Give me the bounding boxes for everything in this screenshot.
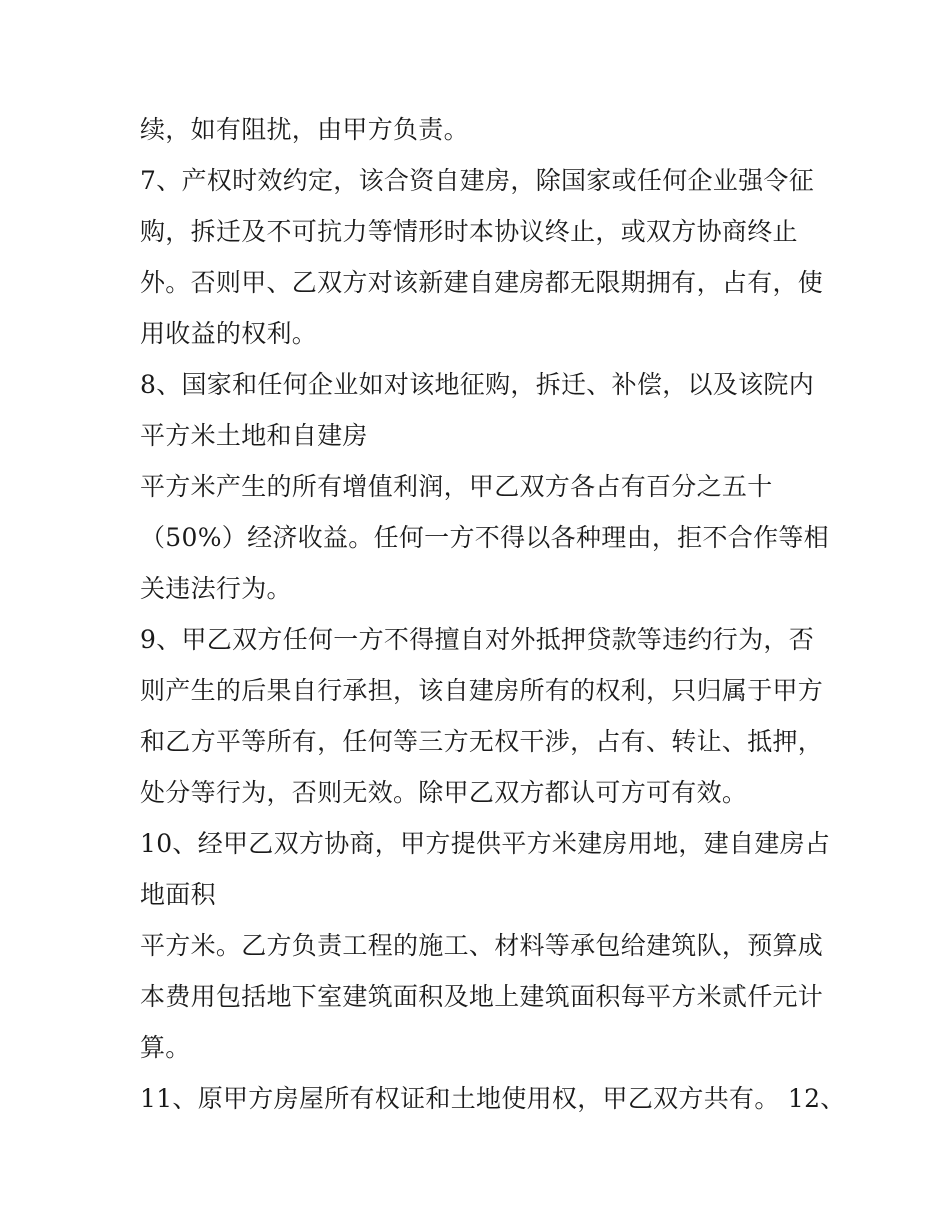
text-line: 8、国家和任何企业如对该地征购，拆迁、补偿，以及该院内 (140, 370, 815, 399)
text-line: 则产生的后果自行承担，该自建房所有的权利，只归属于甲方 (140, 676, 824, 705)
text-line: 平方米土地和自建房 (140, 421, 368, 450)
text-line: 和乙方平等所有，任何等三方无权干涉，占有、转让、抵押， (140, 727, 824, 756)
text-line: 9、甲乙双方任何一方不得擅自对外抵押贷款等违约行为，否 (140, 625, 815, 654)
text-line: 购，拆迁及不可抗力等情形时本协议终止，或双方协商终止 (140, 217, 798, 246)
text-line: 用收益的权利。 (140, 319, 318, 348)
text-line: 7、产权时效约定，该合资自建房，除国家或任何企业强令征 (140, 166, 815, 195)
text-line: 10、经甲乙双方协商，甲方提供平方米建房用地，建自建房占 (140, 829, 831, 858)
text-line: 平方米产生的所有增值利润，甲乙双方各占有百分之五十 (140, 472, 773, 501)
text-line: 算。 (140, 1033, 191, 1062)
text-line: 平方米。乙方负责工程的施工、材料等承包给建筑队，预算成 (140, 931, 824, 960)
text-line: 11、原甲方房屋所有权证和土地使用权，甲乙双方共有。 12、 (140, 1084, 846, 1113)
text-line: 地面积 (140, 880, 216, 909)
text-line: 外。否则甲、乙双方对该新建自建房都无限期拥有，占有，使 (140, 268, 824, 297)
contract-text (140, 104, 846, 1124)
text-line: 处分等行为，否则无效。除甲乙双方都认可方可有效。 (140, 778, 748, 807)
text-line: （50%）经济收益。任何一方不得以各种理由，拒不合作等相 (140, 523, 829, 552)
text-line: 本费用包括地下室建筑面积及地上建筑面积每平方米贰仟元计 (140, 982, 824, 1011)
text-line: 关违法行为。 (140, 574, 292, 603)
text-line: 续，如有阻扰，由甲方负责。 (140, 115, 469, 144)
